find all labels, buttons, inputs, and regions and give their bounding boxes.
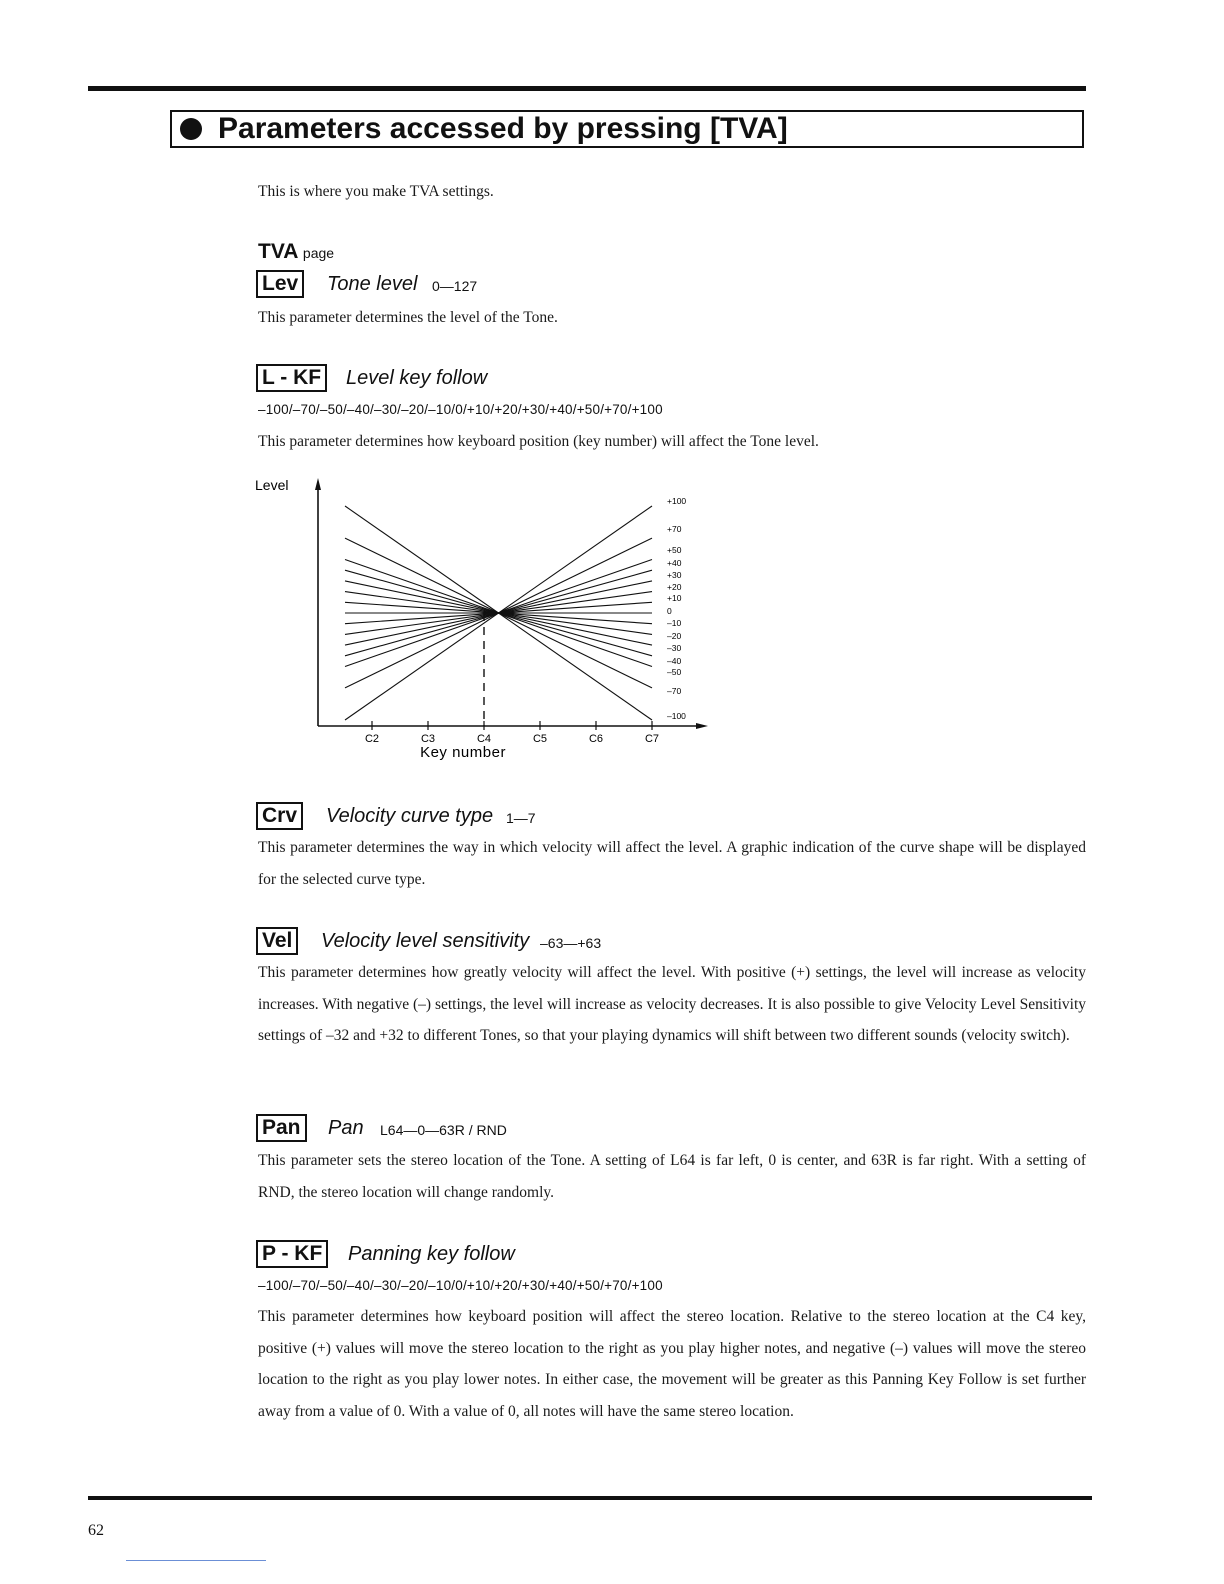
footer-blue-line <box>126 1560 266 1561</box>
vel-description: This parameter determines how greatly velocity will affect the level. With positive (+) settings, the level will increase as velocity increases. With negative (–) settings, the level will increase as velocity decreases. It is also possible to give Velocity Level Sensitivity settings of –32 and +32 to different Tones, so that your playing dynamics will shift between two different sounds (velocity switch). <box>258 964 1086 1044</box>
pan-description: This parameter sets the stereo location of the Tone. A setting of L64 is far left, 0 is center, and 63R is far right. With a setting of RND, the stereo location will change randomly. <box>258 1152 1086 1201</box>
bottom-rule <box>88 1496 1092 1500</box>
series-label: –10 <box>667 618 682 628</box>
lev-range: 0—127 <box>432 278 478 294</box>
pan-code-box: Pan <box>256 1114 307 1142</box>
pkf-description: This parameter determines how keyboard position will affect the stereo location. Relative to the stereo location at the C4 key, positive (+) values will move the stereo location to the right as you play higher notes, and negative (–) values will move the stereo location to the right as you play lower notes. In either case, the movement will be greater as this Panning Key Follow is set further away from a value of 0. With a value of 0, all notes will have the same stereo location. <box>258 1308 1086 1420</box>
x-tick-label: C3 <box>420 733 436 745</box>
series-label: +20 <box>667 582 682 592</box>
series-label: –100 <box>667 711 686 721</box>
y-axis-arrow-icon <box>315 478 321 490</box>
series-label: +10 <box>667 593 682 603</box>
x-tick-label: C2 <box>364 733 380 745</box>
lkf-values: –100/–70/–50/–40/–30/–20/–10/0/+10/+20/+30/+40/+50/+70/+100 <box>258 402 663 417</box>
pkf-name: Panning key follow <box>348 1243 515 1265</box>
series-label: –70 <box>667 686 682 696</box>
intro-text: This is where you make TVA settings. <box>258 183 494 200</box>
series-label: +70 <box>667 524 682 534</box>
series-label: –40 <box>667 656 682 666</box>
page-title: Parameters accessed by pressing [TVA] <box>218 112 788 145</box>
tva-heading: TVA <box>258 240 299 263</box>
crv-description: This parameter determines the way in which velocity will affect the level. A graphic indication of the curve shape will be displayed for the selected curve type. <box>258 839 1086 888</box>
pkf-values: –100/–70/–50/–40/–30/–20/–10/0/+10/+20/+30/+40/+50/+70/+100 <box>258 1278 663 1293</box>
crv-name: Velocity curve type <box>326 805 494 827</box>
x-tick-label: C4 <box>476 733 492 745</box>
page-number: 62 <box>88 1522 104 1539</box>
series-label: –20 <box>667 631 682 641</box>
tva-heading-suffix: page <box>302 245 335 261</box>
vel-name: Velocity level sensitivity <box>321 930 530 952</box>
x-axis-arrow-icon <box>696 723 708 729</box>
x-tick-label: C6 <box>588 733 604 745</box>
lkf-description: This parameter determines how keyboard position (key number) will affect the Tone level. <box>258 433 819 450</box>
x-tick-label: C5 <box>532 733 548 745</box>
x-tick-label: C7 <box>644 733 660 745</box>
pkf-code-box: P - KF <box>256 1240 328 1268</box>
series-label: –30 <box>667 643 682 653</box>
lev-name: Tone level <box>327 273 418 295</box>
series-label: +40 <box>667 558 682 568</box>
lev-code-box: Lev <box>256 270 304 298</box>
lev-description: This parameter determines the level of the Tone. <box>258 309 558 326</box>
lkf-code-box: L - KF <box>256 364 327 392</box>
series-label: +100 <box>667 496 687 506</box>
y-axis-label: Level <box>255 477 289 493</box>
vel-code-box: Vel <box>256 927 298 955</box>
crv-code-box: Crv <box>256 802 303 830</box>
series-label: +30 <box>667 570 682 580</box>
series-label: +50 <box>667 545 682 555</box>
pan-name: Pan <box>328 1117 364 1139</box>
series-label: –50 <box>667 667 682 677</box>
pan-range: L64—0—63R / RND <box>380 1122 507 1138</box>
series-label: 0 <box>667 606 672 616</box>
crv-range: 1—7 <box>506 810 536 826</box>
x-axis-label: Key number <box>420 744 506 761</box>
lkf-name: Level key follow <box>346 367 488 389</box>
vel-range: –63—+63 <box>540 935 602 951</box>
